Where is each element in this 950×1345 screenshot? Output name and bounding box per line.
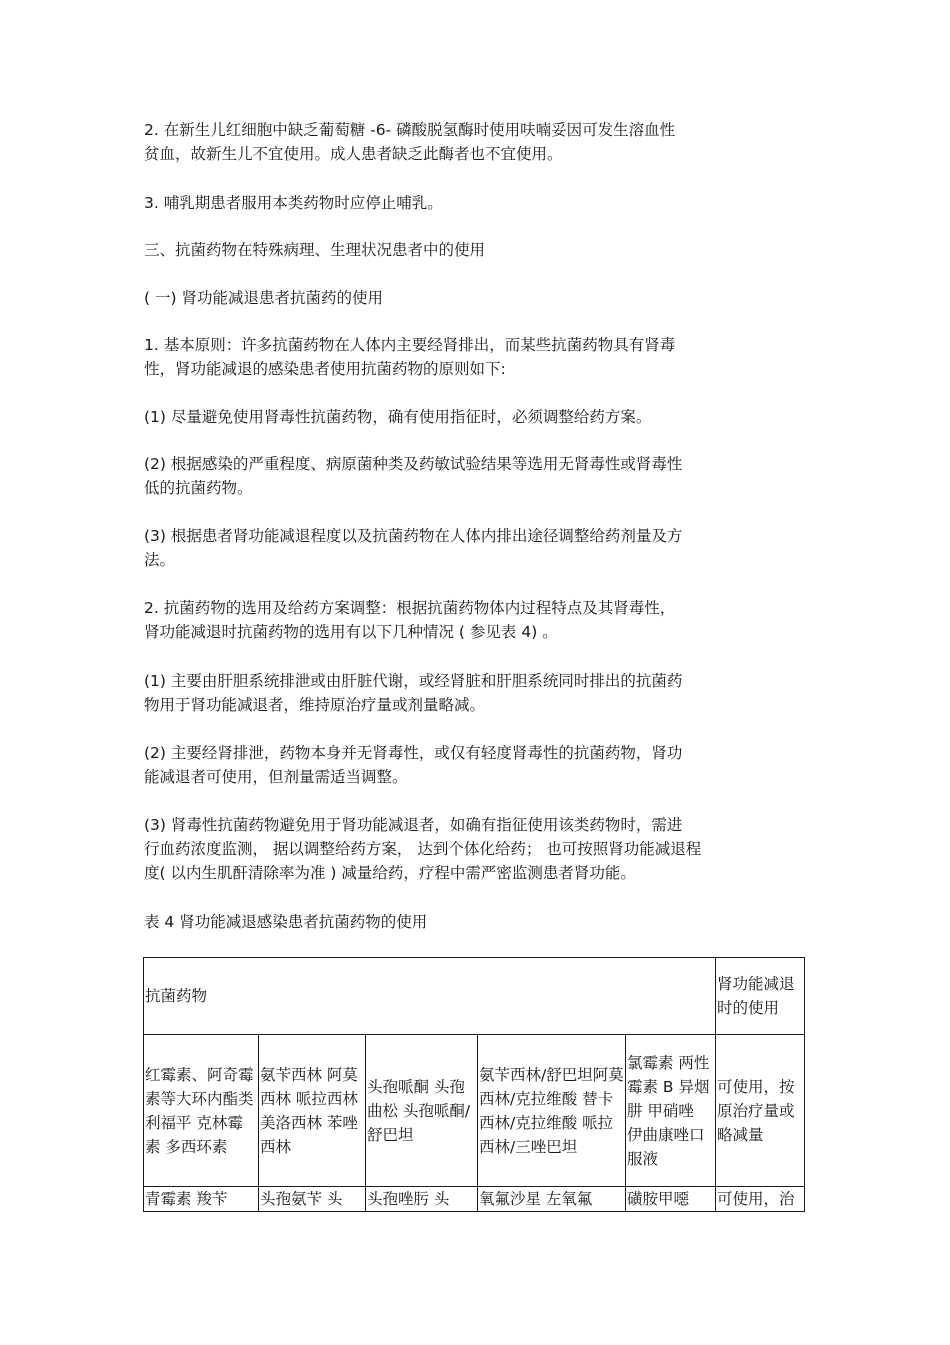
text-line: (3) 肾毒性抗菌药物避免用于肾功能减退者，如确有指征使用该类药物时，需进 (144, 816, 683, 834)
text-line: (2) 根据感染的严重程度、病原菌种类及药敏试验结果等选用无肾毒性或肾毒性 (144, 455, 683, 473)
text-line: 行血药浓度监测， 据以调整给药方案， 达到个体化给药； 也可按照肾功能减退程 (144, 840, 702, 858)
principle-item-1 (144, 405, 784, 429)
text-line: (1) 尽量避免使用肾毒性抗菌药物，确有使用指征时，必须调整给药方案。 (144, 408, 652, 426)
header-cell-renal-use: 肾功能减退时的使用 (716, 958, 805, 1035)
text-line: (1) 主要由肝胆系统排泄或由肝脏代谢，或经肾脏和肝胆系统同时排出的抗菌药 (144, 672, 683, 690)
renal-dosing-table (143, 957, 805, 1212)
text-line: 2. 在新生儿红细胞中缺乏葡萄糖 -6- 磷酸脱氢酶时使用呋喃妥因可发生溶血性 (144, 121, 676, 139)
table-cell: 可使用，按原治疗量或略减量 (716, 1035, 805, 1187)
paragraph-g6pd-note (144, 118, 784, 166)
text-line: 3. 哺乳期患者服用本类药物时应停止哺乳。 (144, 194, 443, 212)
table-row (144, 1035, 805, 1187)
section-heading (144, 238, 784, 262)
table-cell: 磺胺甲噁 (626, 1187, 716, 1212)
text-line: 三、抗菌药物在特殊病理、生理状况患者中的使用 (144, 241, 486, 259)
table-row (144, 1187, 805, 1212)
text-line: 性，肾功能减退的感染患者使用抗菌药物的原则如下: (144, 360, 506, 378)
text-line: 物用于肾功能减退者，维持原治疗量或剂量略减。 (144, 696, 486, 714)
text-line: 法。 (144, 551, 176, 569)
text-line: 肾功能减退时抗菌药物的选用有以下几种情况 ( 参见表 4) 。 (144, 623, 558, 641)
text-line: 低的抗菌药物。 (144, 479, 253, 497)
text-line: 2. 抗菌药物的选用及给药方案调整：根据抗菌药物体内过程特点及其肾毒性， (144, 599, 676, 617)
table-cell: 头孢氨苄 头 (259, 1187, 366, 1212)
table-cell: 可使用，治 (716, 1187, 805, 1212)
table-cell: 氨苄西林 阿莫西林 哌拉西林 美洛西林 苯唑西林 (259, 1035, 366, 1187)
table-cell: 头孢唑肟 头 (366, 1187, 478, 1212)
table-cell: 头孢哌酮 头孢曲松 头孢哌酮/舒巴坦 (366, 1035, 478, 1187)
header-cell-drug: 抗菌药物 (144, 958, 716, 1035)
text-line: 贫血，故新生儿不宜使用。成人患者缺乏此酶者也不宜使用。 (144, 145, 563, 163)
principle-item-3 (144, 524, 784, 572)
text-line: (2) 主要经肾排泄，药物本身并无肾毒性，或仅有轻度肾毒性的抗菌药物，肾功 (144, 744, 683, 762)
table-caption (144, 910, 784, 934)
table-cell: 氯霉素 两性霉素 B 异烟肼 甲硝唑 伊曲康唑口 服液 (626, 1035, 716, 1187)
paragraph-drug-selection (144, 596, 784, 644)
principle-item-2 (144, 452, 784, 500)
table-cell: 红霉素、阿奇霉素等大环内酯类 利福平 克林霉素 多西环素 (144, 1035, 259, 1187)
text-line: (3) 根据患者肾功能减退程度以及抗菌药物在人体内排出途径调整给药剂量及方 (144, 527, 683, 545)
paragraph-lactation-note (144, 191, 784, 215)
text-line: 1. 基本原则：许多抗菌药物在人体内主要经肾排出，而某些抗菌药物具有肾毒 (144, 336, 676, 354)
table-cell: 氨苄西林/舒巴坦阿莫西林/克拉维酸 替卡西林/克拉维酸 哌拉西林/三唑巴坦 (478, 1035, 626, 1187)
text-line: 表 4 肾功能减退感染患者抗菌药物的使用 (144, 913, 428, 931)
selection-item-1 (144, 669, 784, 717)
text-line: ( 一) 肾功能减退患者抗菌药的使用 (144, 289, 383, 307)
paragraph-basic-principles (144, 333, 784, 381)
table-header-row (144, 958, 805, 1035)
table-cell: 青霉素 羧苄 (144, 1187, 259, 1212)
table-cell: 氧氟沙星 左氧氟 (478, 1187, 626, 1212)
selection-item-3 (144, 813, 784, 885)
text-line: 能减退者可使用，但剂量需适当调整。 (144, 768, 408, 786)
text-line: 度( 以内生肌酐清除率为准 ) 减量给药，疗程中需严密监测患者肾功能。 (144, 864, 636, 882)
subsection-heading (144, 286, 784, 310)
selection-item-2 (144, 741, 784, 789)
